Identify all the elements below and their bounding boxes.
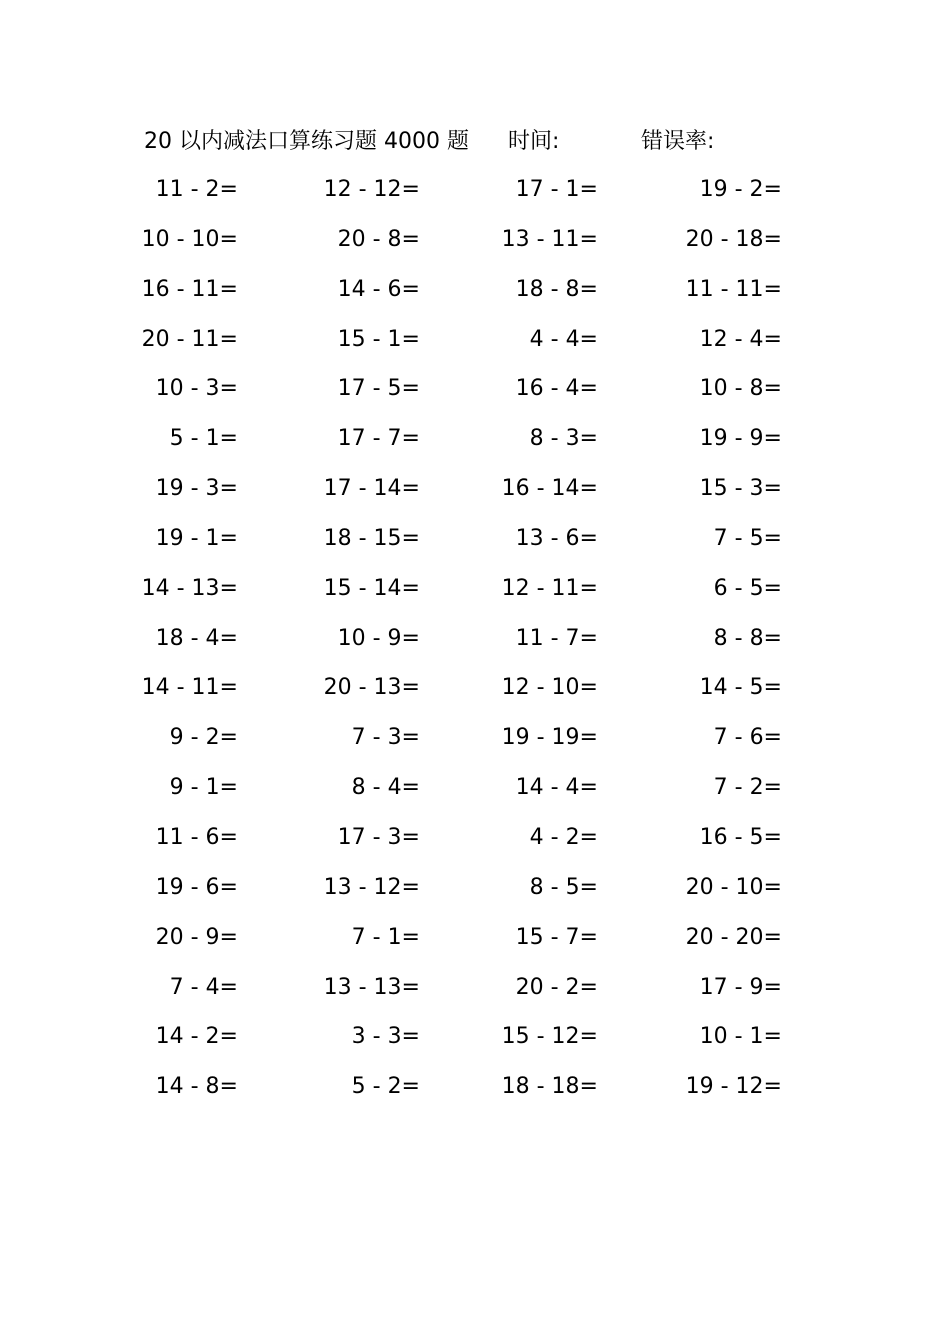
problem-row	[0, 716, 950, 766]
problem-cell: 13 - 12=	[323, 874, 420, 900]
problem-cell: 18 - 15=	[323, 525, 420, 551]
problem-row	[0, 417, 950, 467]
problem-cell: 12 - 12=	[323, 177, 420, 202]
time-label: 时间:	[508, 129, 560, 154]
problem-cell: 16 - 14=	[501, 476, 598, 502]
problem-cell: 10 - 1=	[699, 1024, 782, 1050]
problem-cell: 7 - 6=	[713, 725, 782, 751]
problem-cell: 18 - 8=	[515, 276, 598, 302]
problem-cell: 15 - 12=	[501, 1024, 598, 1050]
problem-cell: 11 - 7=	[515, 625, 598, 651]
problem-cell: 20 - 10=	[685, 874, 782, 900]
problem-cell: 14 - 6=	[337, 276, 420, 302]
problem-cell: 17 - 9=	[699, 974, 782, 1000]
problem-cell: 7 - 3=	[351, 725, 420, 751]
problem-cell: 7 - 4=	[169, 974, 238, 1000]
problem-row	[0, 1015, 950, 1065]
problem-row	[0, 866, 950, 916]
problem-cell: 9 - 2=	[169, 725, 238, 751]
problem-cell: 19 - 2=	[699, 177, 782, 202]
problem-cell: 15 - 14=	[323, 575, 420, 601]
problem-row	[0, 168, 950, 218]
error-rate-label: 错误率:	[641, 129, 715, 154]
problem-cell: 8 - 5=	[529, 874, 598, 900]
problem-cell: 19 - 6=	[155, 874, 238, 900]
problem-cell: 11 - 2=	[155, 177, 238, 202]
problem-cell: 5 - 2=	[351, 1074, 420, 1100]
problem-cell: 7 - 2=	[713, 775, 782, 801]
problem-cell: 4 - 4=	[529, 326, 598, 352]
problem-cell: 10 - 9=	[337, 625, 420, 651]
problem-cell: 5 - 1=	[169, 426, 238, 452]
problem-cell: 12 - 10=	[501, 675, 598, 701]
problem-cell: 10 - 10=	[141, 226, 238, 252]
problem-cell: 10 - 3=	[155, 376, 238, 402]
problem-cell: 6 - 5=	[713, 575, 782, 601]
problem-cell: 20 - 8=	[337, 226, 420, 252]
problem-row	[0, 268, 950, 318]
problem-grid	[0, 168, 950, 1115]
problem-cell: 14 - 8=	[155, 1074, 238, 1100]
problem-cell: 11 - 11=	[685, 276, 782, 302]
problem-row	[0, 666, 950, 716]
problem-cell: 20 - 9=	[155, 924, 238, 950]
problem-cell: 20 - 13=	[323, 675, 420, 701]
problem-cell: 17 - 1=	[515, 177, 598, 202]
problem-cell: 14 - 13=	[141, 575, 238, 601]
problem-cell: 13 - 13=	[323, 974, 420, 1000]
problem-cell: 17 - 7=	[337, 426, 420, 452]
problem-cell: 19 - 19=	[501, 725, 598, 751]
problem-cell: 7 - 1=	[351, 924, 420, 950]
problem-row	[0, 966, 950, 1016]
problem-cell: 8 - 8=	[713, 625, 782, 651]
problem-row	[0, 467, 950, 517]
problem-cell: 8 - 3=	[529, 426, 598, 452]
problem-cell: 11 - 6=	[155, 824, 238, 850]
problem-cell: 16 - 5=	[699, 824, 782, 850]
problem-row	[0, 367, 950, 417]
problem-row	[0, 517, 950, 567]
problem-cell: 3 - 3=	[351, 1024, 420, 1050]
problem-cell: 16 - 11=	[141, 276, 238, 302]
problem-cell: 20 - 11=	[141, 326, 238, 352]
problem-cell: 18 - 18=	[501, 1074, 598, 1100]
problem-cell: 20 - 20=	[685, 924, 782, 950]
problem-row	[0, 816, 950, 866]
problem-row	[0, 567, 950, 617]
problem-row	[0, 617, 950, 667]
problem-cell: 17 - 14=	[323, 476, 420, 502]
problem-cell: 7 - 5=	[713, 525, 782, 551]
problem-row	[0, 766, 950, 816]
problem-row	[0, 318, 950, 368]
problem-cell: 19 - 3=	[155, 476, 238, 502]
problem-cell: 15 - 1=	[337, 326, 420, 352]
problem-cell: 13 - 11=	[501, 226, 598, 252]
problem-row	[0, 916, 950, 966]
problem-cell: 15 - 3=	[699, 476, 782, 502]
problem-cell: 13 - 6=	[515, 525, 598, 551]
problem-cell: 16 - 4=	[515, 376, 598, 402]
problem-cell: 14 - 11=	[141, 675, 238, 701]
problem-cell: 12 - 11=	[501, 575, 598, 601]
problem-cell: 17 - 3=	[337, 824, 420, 850]
problem-row	[0, 218, 950, 268]
problem-cell: 19 - 9=	[699, 426, 782, 452]
problem-cell: 10 - 8=	[699, 376, 782, 402]
worksheet-header	[0, 124, 950, 160]
problem-cell: 14 - 5=	[699, 675, 782, 701]
problem-cell: 9 - 1=	[169, 775, 238, 801]
problem-cell: 14 - 4=	[515, 775, 598, 801]
problem-cell: 19 - 1=	[155, 525, 238, 551]
problem-cell: 19 - 12=	[685, 1074, 782, 1100]
problem-cell: 8 - 4=	[351, 775, 420, 801]
problem-cell: 20 - 2=	[515, 974, 598, 1000]
problem-cell: 18 - 4=	[155, 625, 238, 651]
problem-cell: 15 - 7=	[515, 924, 598, 950]
problem-cell: 14 - 2=	[155, 1024, 238, 1050]
problem-row	[0, 1065, 950, 1115]
problem-cell: 4 - 2=	[529, 824, 598, 850]
problem-cell: 17 - 5=	[337, 376, 420, 402]
problem-cell: 20 - 18=	[685, 226, 782, 252]
worksheet-title: 20 以内减法口算练习题 4000 题	[144, 129, 469, 154]
problem-cell: 12 - 4=	[699, 326, 782, 352]
